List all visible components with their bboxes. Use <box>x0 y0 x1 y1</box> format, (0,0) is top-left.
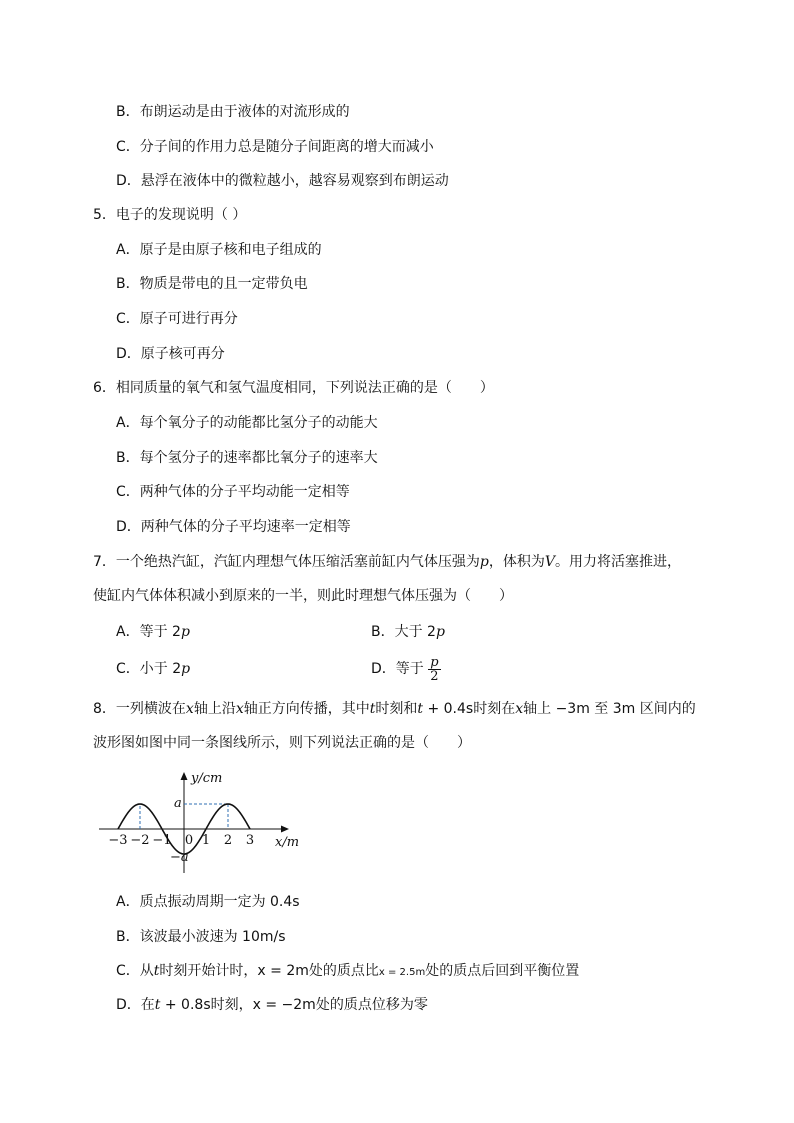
amplitude-label-neg: −a <box>170 850 189 865</box>
q7-option-c: C．小于 2p <box>116 661 191 677</box>
q4-option-b: B．布朗运动是由于液体的对流形成的 <box>116 104 350 120</box>
q6-option-a: A．每个氧分子的动能都比氢分子的动能大 <box>116 415 378 431</box>
fraction-p-over-2: $\frac{p}{2}$ <box>430 654 439 684</box>
x-tick-label: 3 <box>245 833 255 848</box>
y-axis-label: y/cm <box>191 771 223 786</box>
q7-option-d: D．等于 $\frac{p}{2}$ <box>371 654 439 684</box>
q7-option-a: A．等于 2p <box>116 624 190 640</box>
q7-stem-line1: 7．一个绝热汽缸，汽缸内理想气体压缩活塞前缸内气体压强为p，体积为V。用力将活塞推进， <box>93 554 681 570</box>
x-tick-label: −1 <box>152 833 172 848</box>
q4-option-c: C．分子间的作用力总是随分子间距离的增大而减小 <box>116 139 434 155</box>
q5-option-a: A．原子是由原子核和电子组成的 <box>116 242 322 258</box>
q6-option-d: D．两种气体的分子平均速率一定相等 <box>116 519 351 535</box>
q8-option-c: C．从t时刻开始计时，x = 2m处的质点比x = 2.5m处的质点后回到平衡位置 <box>116 963 580 979</box>
x-axis-label: x/m <box>275 835 300 850</box>
q6-option-b: B．每个氢分子的速率都比氧分子的速率大 <box>116 450 378 466</box>
tick-labels <box>108 833 254 848</box>
q5-option-b: B．物质是带电的且一定带负电 <box>116 276 308 292</box>
q5-option-d: D．原子核可再分 <box>116 346 225 362</box>
q8-stem-line2: 波形图如图中同一条图线所示，则下列说法正确的是（ ） <box>93 735 471 751</box>
x-tick-label: −2 <box>130 833 150 848</box>
y-axis-arrow <box>181 772 188 780</box>
q6-option-c: C．两种气体的分子平均动能一定相等 <box>116 484 350 500</box>
q8-option-b: B．该波最小波速为 10m/s <box>116 929 286 945</box>
q7-option-b: B．大于 2p <box>371 624 445 640</box>
q5-option-c: C．原子可进行再分 <box>116 311 238 327</box>
q8-stem-line1: 8．一列横波在x轴上沿x轴正方向传播，其中t时刻和t + 0.4s时刻在x轴上 −3m 至 3m 区间内的 <box>93 701 696 717</box>
q4-option-d: D．悬浮在液体中的微粒越小，越容易观察到布朗运动 <box>116 173 449 189</box>
q5-stem: 5．电子的发现说明（ ） <box>93 207 247 223</box>
q6-stem: 6．相同质量的氧气和氢气温度相同，下列说法正确的是（ ） <box>93 380 494 396</box>
x-tick-label: 1 <box>201 833 211 848</box>
x-tick-label: 0 <box>184 833 194 848</box>
x-tick-label: 2 <box>223 833 233 848</box>
x-axis-arrow <box>281 826 289 833</box>
q8-option-d: D．在t + 0.8s时刻，x = −2m处的质点位移为零 <box>116 997 428 1013</box>
wave-graph <box>95 763 315 878</box>
amplitude-label-pos: a <box>174 796 182 811</box>
q7-stem-line2: 使缸内气体体积减小到原来的一半，则此时理想气体压强为（ ） <box>93 588 513 604</box>
wave-graph-axes <box>99 772 289 873</box>
x-tick-label: −3 <box>108 833 128 848</box>
q8-option-a: A．质点振动周期一定为 0.4s <box>116 894 300 910</box>
